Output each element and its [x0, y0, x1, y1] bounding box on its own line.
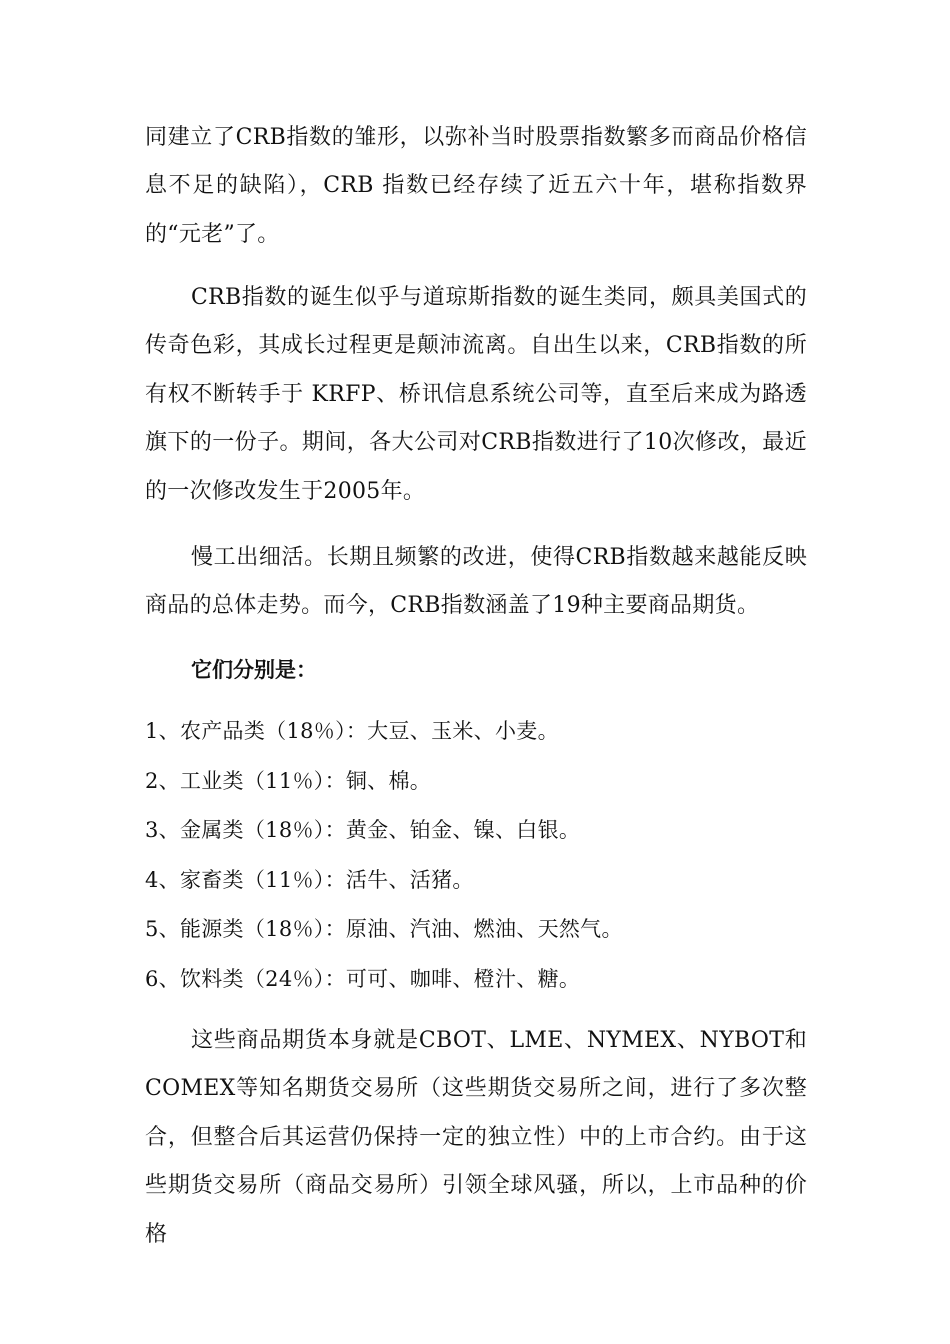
paragraph-exchanges: 这些商品期货本身就是CBOT、LME、NYMEX、NYBOT和COMEX等知名期货交易所（这些期货交易所之间，进行了多次整合，但整合后其运营仍保持一定的独立性）中的上市合约。由于这些期货交易所（商品交易所）引领全球风骚，所以，上市品种的价格	[145, 1028, 807, 1247]
list-item-softs: 6、饮料类（24％）：可可、咖啡、橙汁、糖。	[145, 966, 581, 991]
list-item-agriculture: 1、农产品类（18％）：大豆、玉米、小麦。	[145, 719, 559, 743]
list-item-industrial: 2、工业类（11％）：铜、棉。	[145, 768, 432, 793]
commodity-category-list	[145, 707, 623, 1005]
section-heading: 它们分别是：	[191, 658, 317, 682]
paragraph-crb-origin: 同建立了CRB指数的雏形，以弥补当时股票指数繁多而商品价格信息不足的缺陷），CRB 指数已经存续了近五六十年，堪称指数界的“元老”了。	[145, 125, 807, 247]
list-item-metals: 3、金属类（18％）：黄金、铂金、镍、白银。	[145, 818, 581, 843]
list-item-livestock: 4、家畜类（11％）：活牛、活猪。	[145, 867, 474, 892]
paragraph-crb-history: CRB指数的诞生似乎与道琼斯指数的诞生类同，颇具美国式的传奇色彩，其成长过程更是颠沛流离。自出生以来，CRB指数的所有权不断转手于 KRFP、桥讯信息系统公司等，直至后来成为路透旗下的一份子。期间，各大公司对CRB指数进行了10次修改，最近的一次修改发生于2005年。	[145, 285, 807, 504]
list-item-energy: 5、能源类（18％）：原油、汽油、燃油、天然气。	[145, 917, 623, 942]
paragraph-crb-improvement: 慢工出细活。长期且频繁的改进，使得CRB指数越来越能反映商品的总体走势。而今，CRB指数涵盖了19种主要商品期货。	[145, 545, 807, 619]
